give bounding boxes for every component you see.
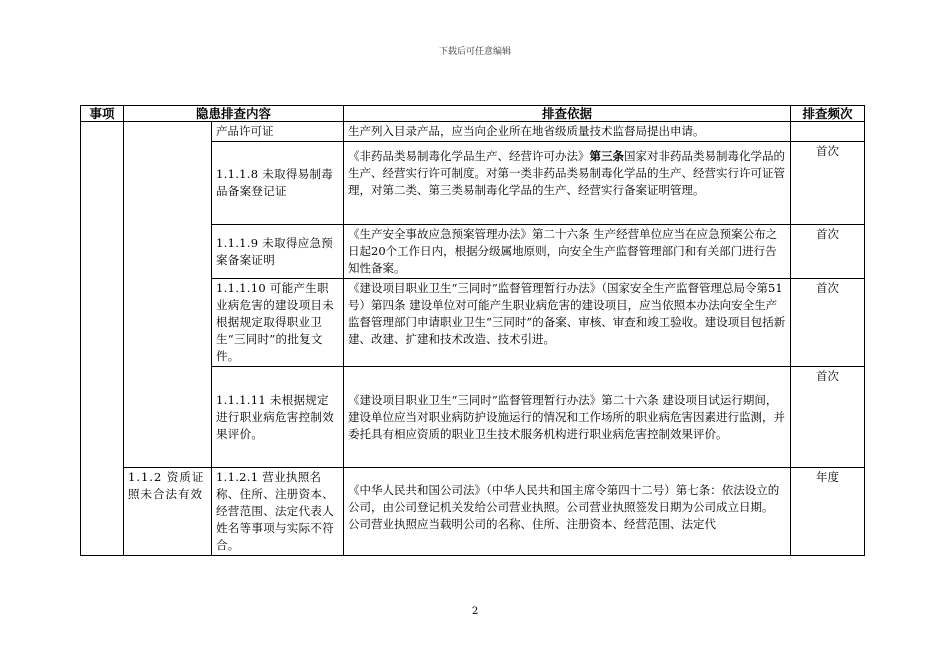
basis-text-post: 国家对非药品类易制毒化学品的生产、经营实行许可制度。对第一类非药品类易制毒化学品的生产、经营实行许可证管理，对第二类、第三类易制毒化学品的生产、经营实行备案证明管理。 xyxy=(348,149,786,197)
basis-paragraph-1: 《中华人民共和国公司法》（中华人民共和国主席令第四十二号）第七条：依法设立的公司，由公司登记机关发给公司营业执照。公司营业执照签发日期为公司成立日期。 xyxy=(348,483,780,514)
page-header-note: 下载后可任意编辑 xyxy=(438,47,511,57)
content-cell: 1.1.1.10 可能产生职业病危害的建设项目未根据规定取得职业卫生“三同时”的批复文件。 xyxy=(212,279,344,367)
frequency-cell: 首次 xyxy=(791,279,865,367)
frequency-cell: 首次 xyxy=(791,367,865,468)
content-cell: 1.1.1.9 未取得应急预案备案证明 xyxy=(212,225,344,279)
basis-cell: 生产列入目录产品，应当向企业所在地省级质量技术监督局提出申请。 xyxy=(344,122,791,142)
basis-text-pre: 《非药品类易制毒化学品生产、经营许可办法》 xyxy=(348,149,590,163)
table-row xyxy=(81,468,865,556)
category-cell: 1.1.2 资质证照未合法有效 xyxy=(124,468,212,556)
frequency-cell: 首次 xyxy=(791,142,865,225)
basis-cell: 《建设项目职业卫生“三同时”监督管理暂行办法》（国家安全生产监督管理总局令第51号）第四条 建设单位对可能产生职业病危害的建设项目，应当依照本办法向安全生产监督管理部门申请职业卫生“三同时”的备案、审核、审查和竣工验收。建设项目包括新建、改建、扩建和技术改造、技术引进。 xyxy=(344,279,791,367)
content-cell: 1.1.2.1 营业执照名称、住所、注册资本、经营范围、法定代表人姓名等事项与实际不符合。 xyxy=(212,468,344,556)
column-header-item: 事项 xyxy=(81,106,124,122)
basis-cell xyxy=(344,468,791,556)
content-cell: 产品许可证 xyxy=(212,122,344,142)
basis-text-bold: 第三条 xyxy=(589,149,625,163)
frequency-cell xyxy=(791,122,865,142)
column-header-frequency: 排查频次 xyxy=(791,106,865,122)
basis-cell: 《建设项目职业卫生“三同时”监督管理暂行办法》第二十六条 建设项目试运行期间，建设单位应当对职业病防护设施运行的情况和工作场所的职业病危害因素进行监测，并委托具有相应资质的职业卫生技术服务机构进行职业病危害控制效果评价。 xyxy=(344,367,791,468)
hazard-inspection-table xyxy=(80,105,865,556)
content-cell: 1.1.1.8 未取得易制毒品备案登记证 xyxy=(212,142,344,225)
basis-cell xyxy=(344,142,791,225)
basis-cell: 《生产安全事故应急预案管理办法》第二十六条 生产经营单位应当在应急预案公布之日起20个工作日内，根据分级属地原则，向安全生产监督管理部门和有关部门进行告知性备案。 xyxy=(344,225,791,279)
item-cell-empty xyxy=(81,122,124,556)
page-number: 2 xyxy=(471,606,479,617)
frequency-cell: 年度 xyxy=(791,468,865,556)
table-row xyxy=(81,122,865,142)
column-header-basis: 排查依据 xyxy=(344,106,791,122)
frequency-cell: 首次 xyxy=(791,225,865,279)
basis-paragraph-2: 公司营业执照应当载明公司的名称、住所、注册资本、经营范围、法定代 xyxy=(348,517,717,531)
category-cell-empty xyxy=(124,122,212,468)
content-cell: 1.1.1.11 未根据规定进行职业病危害控制效果评价。 xyxy=(212,367,344,468)
column-header-content: 隐患排查内容 xyxy=(124,106,344,122)
table-header-row xyxy=(81,106,865,122)
